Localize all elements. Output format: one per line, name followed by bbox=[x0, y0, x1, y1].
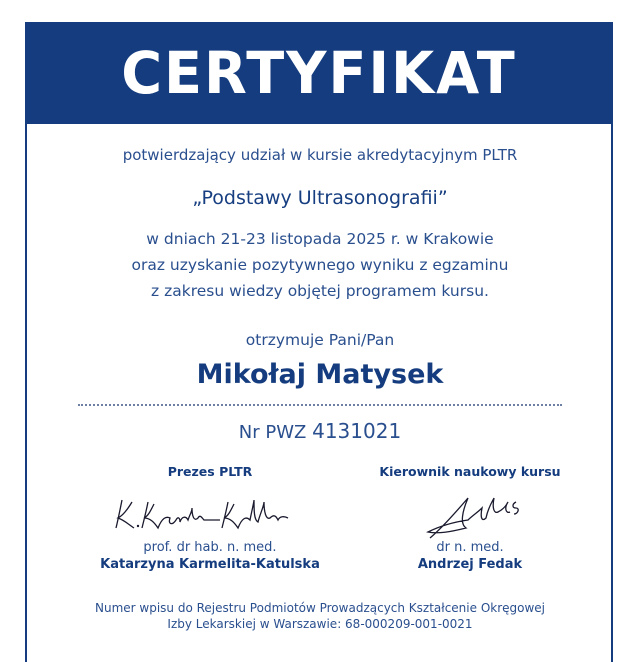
left-signatory-name: Katarzyna Karmelita-Katulska bbox=[100, 557, 320, 572]
left-signatory bbox=[100, 0, 320, 640]
registry-footer-line-2: Izby Lekarskiej w Warszawie: 68-000209-001-0021 bbox=[167, 617, 473, 631]
recipient-intro: otrzymuje Pani/Pan bbox=[245, 331, 395, 349]
right-signatory-role: Kierownik naukowy kursu bbox=[379, 464, 561, 479]
course-title: „Podstawy Ultrasonografii” bbox=[192, 187, 448, 209]
course-details-line-2: oraz uzyskanie pozytywnego wyniku z egzaminu bbox=[131, 256, 509, 274]
registry-footer-line-1: Numer wpisu do Rejestru Podmiotów Prowadzących Kształcenie Okręgowej bbox=[94, 601, 546, 615]
pwz-number: 4131021 bbox=[312, 419, 402, 443]
pwz-label: Nr PWZ bbox=[238, 422, 307, 443]
course-details-line-1: w dniach 21-23 listopada 2025 r. w Krakowie bbox=[146, 230, 494, 248]
left-signature bbox=[108, 488, 308, 538]
right-signatory bbox=[360, 0, 580, 640]
left-signatory-role: Prezes PLTR bbox=[167, 464, 253, 479]
right-signature bbox=[420, 488, 530, 544]
intro-text: potwierdzający udział w kursie akredytacyjnym PLTR bbox=[122, 146, 518, 164]
certificate-title: CERTYFIKAT bbox=[121, 39, 517, 107]
left-signatory-degree: prof. dr hab. n. med. bbox=[143, 540, 277, 555]
course-details-line-3: z zakresu wiedzy objętej programem kursu. bbox=[151, 282, 489, 300]
right-signatory-name: Andrzej Fedak bbox=[417, 557, 523, 572]
right-signatory-degree: dr n. med. bbox=[436, 540, 504, 555]
recipient-name: Mikołaj Matysek bbox=[196, 359, 444, 390]
